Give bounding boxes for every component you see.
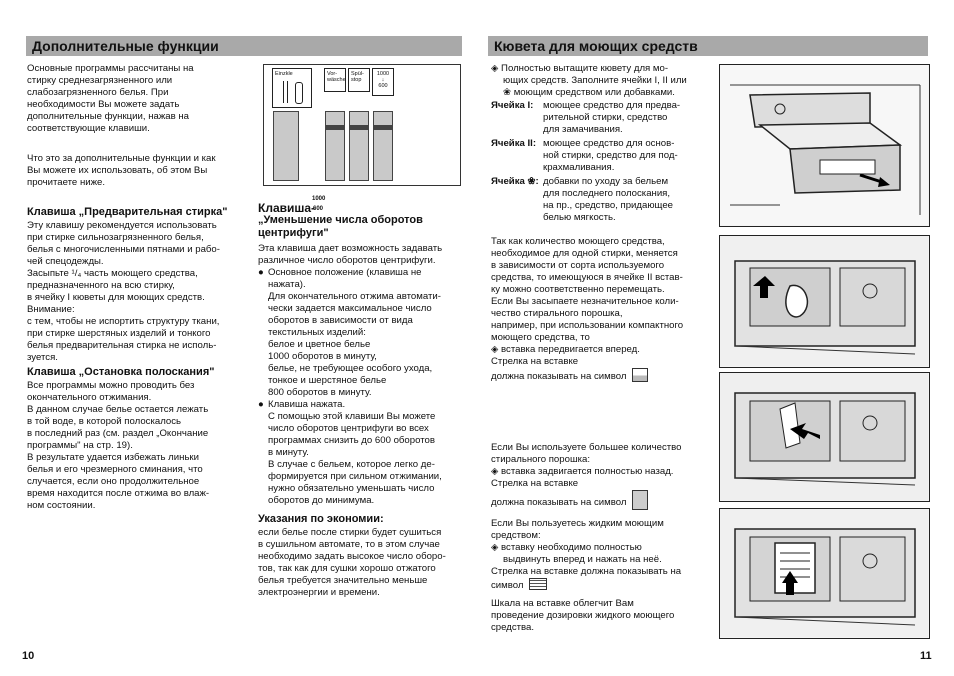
bullet-mark: ● [258,267,264,278]
rinsehold-line: Все программы можно проводить без [27,380,195,391]
prewash-line: зуется. [27,352,58,363]
cell-line: моющее средство для предва- [543,100,681,111]
prewash-line: при стирке сильнозагрязненного белья, [27,232,204,243]
para3-line: Шкала на вставке облегчит Вам [491,598,634,609]
prewash-line: белья предварительная стирка не исполь- [27,340,217,351]
prewash-text [27,220,242,364]
prewash-line: белья с многочисленными пятнами и рабо- [27,244,220,255]
cell-line: ной стирки, средство для под- [543,150,678,161]
insert-forward-illustration [719,235,930,368]
rinsehold-line: программы" на стр. 19). [27,440,133,451]
para1-line: средства, то имеющуюся в ячейке II встав- [491,272,683,283]
para3-line [491,578,713,592]
bullet2-line: В случае с бельем, которое легко де- [268,459,435,470]
rinsehold-text [27,380,242,512]
bullet1-line: 1000 оборотов в минуту, [268,351,377,362]
bullet1-line: Для окончательного отжима автомати- [268,291,441,302]
bullet1-line: нажата). [268,279,306,290]
rinsehold-title: Клавиша „Остановка полоскания" [27,366,215,378]
para2-line: Если Вы используете большее количество [491,442,682,453]
spin-key-sub: 600 [313,206,324,212]
rinsehold-line: случается, если оно продолжительное [27,476,200,487]
panel-key-rinsehold [348,68,370,92]
para1-line: Стрелка на вставке [491,356,579,367]
back-position-symbol-icon [632,490,648,510]
right-para-3 [491,518,713,634]
bullet1-line: белое и цветное белье [268,339,371,350]
bullet2-line: Клавиша нажата. [268,399,346,410]
rinsehold-line: время находится после отжима во влаж- [27,488,210,499]
cell-line: моющее средство для основ- [543,138,675,149]
liquid-insert-illustration [719,508,930,639]
right-intro-line: ющих средств. Заполните ячейки I, II или [503,75,687,86]
panel-key-rinsehold-l2: stop [351,77,362,83]
panel-symbols-icon [283,81,288,103]
para3-symbol-text: символ [491,580,524,591]
left-intro [27,63,242,135]
bullet2-line: нужно обязательно уменьшать число [268,483,435,494]
panel-key-rinsehold-l1: Spül- [351,71,364,77]
cells-list [491,100,713,224]
prewash-line: Эту клавишу рекомендуется использовать [27,220,217,231]
panel-indicator [325,125,345,130]
prewash-title: Клавиша „Предварительная стирка" [27,206,228,218]
prewash-line: с тем, чтобы не испортить структуру ткани, [27,316,220,327]
para3-line: Если Вы пользуетесь жидким моющим [491,518,664,529]
para3-line: средством: [491,530,541,541]
intro2-line: Вы можете их использовать, об этом Вы [27,165,208,176]
para2-line: ◈ вставка задвигается полностью назад. [491,466,674,477]
cell-line: рительной стирки, средство [543,112,668,123]
prewash-line: чей спецодежды. [27,256,104,267]
right-intro-line: ◈ Полностью вытащите кювету для мо- [491,63,669,74]
insert-back-drawing [720,373,928,500]
bullet2-line: оборотов до минимума. [268,495,375,506]
prewash-line: предназначенного на всю стирку, [27,280,175,291]
para1-line: моющего средства, то [491,332,590,343]
spin-text [258,243,468,507]
prewash-line: Засыпьте ¹/₄ часть моющего средства, [27,268,198,279]
left-page-number: 10 [22,650,35,662]
right-para-2 [491,442,713,510]
right-intro [491,63,713,99]
intro-line: дополнительные функции, нажав на [27,111,190,122]
intro-line: необходимости Вы можете задать [27,99,180,110]
rinsehold-line: В результате удается избежать линьки [27,452,199,463]
intro-line: Основные программы рассчитаны на [27,63,194,74]
prewash-line: в ячейку I кюветы для моющих средств. [27,292,205,303]
panel-key-spin-l3: 600 [378,83,388,89]
para1-line: например, при использовании компактного [491,320,684,331]
para3-line: Стрелка на вставке должна показывать на [491,566,682,577]
economy-text [258,527,468,599]
para3-line: средства. [491,622,535,633]
bullet2-line: формируется при сильном отжимании, [268,471,442,482]
cell-entry-2 [491,138,713,174]
panel-key-prewash [324,68,346,92]
left-intro-2 [27,153,242,189]
panel-key-spin-l1: 1000 [376,71,390,77]
panel-key-prewash-l1: Vor- [327,71,338,77]
intro-line: соответствующие клавиши. [27,123,150,134]
economy-line: в сушильном автомате, то в этом случае [258,539,440,550]
panel-key-program [272,68,312,108]
bullet2-line: число оборотов центрифуги во всех [268,423,429,434]
spin-line: различное число оборотов центрифуги. [258,255,436,266]
panel-dial-icon [295,82,303,104]
panel-key-spin [372,68,394,96]
economy-line: если белье после стирки будет сушиться [258,527,442,538]
liquid-symbol-icon [529,578,547,590]
para2-line: Стрелка на вставке [491,478,579,489]
para1-line: ◈ вставка передвигается вперед. [491,344,640,355]
para2-symbol-text: должна показывать на символ [491,497,627,508]
panel-stripe [273,111,299,181]
rinsehold-line: ном состоянии. [27,500,96,511]
spin-bullet-2 [258,399,468,507]
bullet-mark: ● [258,399,264,410]
front-position-symbol-icon [632,368,648,382]
cell-line: для замачивания. [543,124,623,135]
spin-title-1: „Уменьшение числа оборотов [258,214,423,226]
panel-key-prewash-l2: wäsche [327,77,346,83]
rinsehold-line: в той воде, в которой полоскалось [27,416,182,427]
bullet1-line: тонкое и шерстяное белье [268,375,387,386]
control-panel-illustration [263,64,461,186]
economy-title: Указания по экономии: [258,513,384,525]
cell-line: крахмаливания. [543,162,615,173]
drawer-pullout-drawing [720,65,928,225]
panel-key-spin-l2: ↓ [381,77,385,83]
cell-label: Ячейка II: [491,138,537,149]
right-section-header [488,36,928,56]
bullet1-line: Основное положение (клавиша не [268,267,422,278]
right-section-header-text: Кювета для моющих средств [494,38,698,54]
cell-entry-1 [491,100,713,136]
panel-stripe [325,111,345,181]
economy-line: необходимо задать высокое число оборо- [258,551,446,562]
economy-line: электроэнергии и времени. [258,587,380,598]
rinsehold-line: в последний раз (см. раздел „Окончание [27,428,209,439]
para1-line [491,368,713,383]
spin-line: Эта клавиша дает возможность задавать [258,243,443,254]
insert-back-illustration [719,372,930,502]
bullet2-line: программах снизить до 600 оборотов [268,435,435,446]
spin-key-sup: 1000 [312,196,326,202]
spin-title-block [258,196,468,240]
prewash-line: при стирке шерстяных изделий и тонкого [27,328,211,339]
spin-key-label: Клавиша- [258,201,316,215]
para1-line: чество стирального порошка, [491,308,623,319]
para2-line: стирального порошка: [491,454,591,465]
rinsehold-line: белья и его чрезмерного сминания, что [27,464,203,475]
cell-entry-3 [491,176,713,224]
economy-line: белья требуется значительно меньше [258,575,428,586]
right-page-number: 11 [920,650,932,662]
bullet1-line: оборотов в зависимости от вида [268,315,413,326]
bullet1-line: 800 оборотов в минуту. [268,387,372,398]
panel-key-program-label: Einzkle [275,71,293,77]
bullet1-line: текстильных изделий: [268,327,366,338]
para1-line: Так как количество моющего средства, [491,236,665,247]
para1-line: в зависимости от сорта используемого [491,260,665,271]
para3-line: выдвинуть вперед и нажать на неё. [503,554,662,565]
panel-indicator [349,125,369,130]
cell-line: на пр., средство, придающее [543,200,674,211]
panel-stripe [349,111,369,181]
para1-symbol-text: должна показывать на символ [491,371,627,382]
intro2-line: Что это за дополнительные функции и как [27,153,216,164]
intro2-line: прочитаете ниже. [27,177,106,188]
bullet2-line: С помощью этой клавиши Вы можете [268,411,436,422]
drawer-pullout-illustration [719,64,930,227]
liquid-insert-drawing [720,509,928,637]
para1-line: необходимое для одной стирки, меняется [491,248,678,259]
spin-title-2: центрифуги" [258,227,329,239]
bullet2-line: в минуту. [268,447,309,458]
para1-line: ку можно соответственно перемещать. [491,284,665,295]
cell-line: для последнего полоскания, [543,188,671,199]
left-section-header [26,36,462,56]
right-para-1 [491,236,713,383]
prewash-line: Внимание: [27,304,75,315]
insert-forward-drawing [720,236,928,366]
rinsehold-line: окончательного отжимания. [27,392,152,403]
right-intro-line: ❀ моющим средством или добавками. [503,87,675,98]
intro-line: стирку среднезагрязненного или [27,75,173,86]
panel-indicator [373,125,393,130]
left-section-header-text: Дополнительные функции [32,38,219,54]
para1-line: Если Вы засыпаете незначительное коли- [491,296,679,307]
cell-line: добавки по уходу за бельем [543,176,669,187]
cell-label: Ячейка I: [491,100,534,111]
para3-line: проведение дозировки жидкого моющего [491,610,675,621]
para3-line: ◈ вставку необходимо полностью [491,542,642,553]
para2-line [491,490,713,510]
cell-line: белью мягкость. [543,212,616,223]
intro-line: слабозагрязненного белья. При [27,87,169,98]
spin-bullet-1 [258,267,468,399]
cell-label: Ячейка ❀: [491,176,539,187]
rinsehold-line: В данном случае белье остается лежать [27,404,209,415]
economy-line: тов, так как для сушки хорошо отжатого [258,563,436,574]
bullet1-line: чески задается максимальное число [268,303,432,314]
bullet1-line: белье, не требующее особого ухода, [268,363,433,374]
panel-stripe [373,111,393,181]
